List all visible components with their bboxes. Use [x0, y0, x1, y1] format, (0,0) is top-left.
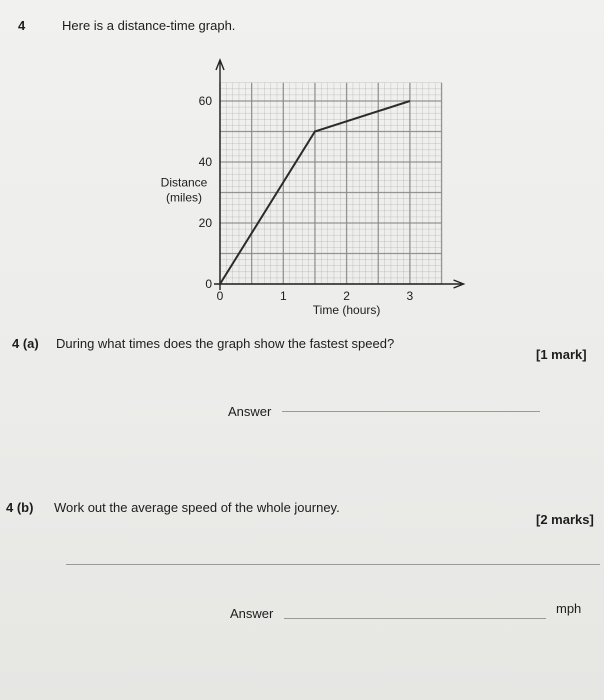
part-b-unit: mph: [556, 601, 582, 616]
question-number: 4: [18, 18, 26, 33]
x-axis-label: Time (hours): [312, 303, 381, 317]
question-text: Here is a distance-time graph.: [62, 18, 236, 33]
x-tick-label: 0: [216, 289, 224, 303]
y-tick-label: 0: [205, 277, 212, 291]
y-tick-label: 20: [198, 216, 212, 230]
x-tick-label: 1: [279, 289, 287, 303]
part-a-marks: [1 mark]: [536, 347, 587, 362]
x-tick-label: 3: [406, 289, 414, 303]
part-b-number: 4 (b): [6, 500, 34, 515]
part-a-answer-label: Answer: [228, 404, 272, 419]
part-a-question: During what times does the graph show the fastest speed?: [56, 336, 395, 351]
part-b-marks: [2 marks]: [536, 512, 594, 527]
part-b-answer-line[interactable]: [284, 618, 546, 619]
part-a-answer-line[interactable]: [282, 411, 540, 412]
y-tick-label: 60: [198, 94, 212, 108]
part-a-number: 4 (a): [12, 336, 39, 351]
y-axis-label-line2: (miles): [166, 190, 202, 205]
part-b-working-line[interactable]: [66, 564, 600, 565]
y-axis-label-line1: Distance: [160, 175, 208, 190]
distance-time-graph: [150, 52, 470, 324]
y-tick-label: 40: [198, 155, 212, 169]
major-gridlines: [220, 83, 442, 284]
part-b-answer-label: Answer: [230, 606, 274, 621]
x-tick-label: 2: [343, 289, 350, 303]
part-b-question: Work out the average speed of the whole journey.: [54, 500, 340, 515]
